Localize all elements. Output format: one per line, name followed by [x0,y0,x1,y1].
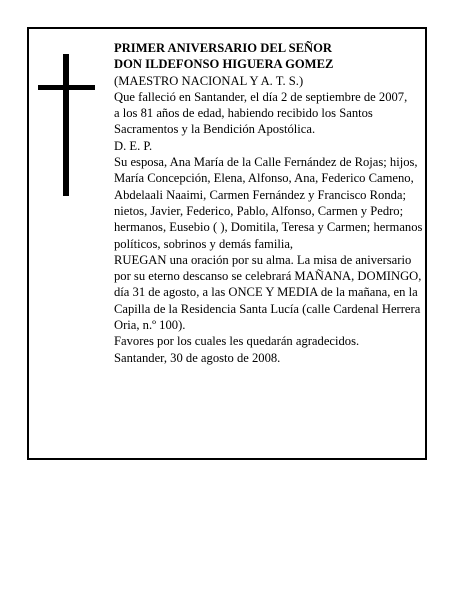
dep-abbreviation: D. E. P. [114,138,153,153]
notice-heading-line1: PRIMER ANIVERSARIO DEL SEÑOR [114,41,332,55]
thanks-text: Favores por los cuales les quedarán agradecidos. [114,334,360,349]
cross-icon-arm [38,85,95,90]
notice-heading-line2: DON ILDEFONSO HIGUERA GOMEZ [114,57,334,72]
deceased-title: (MAESTRO NACIONAL Y A. T. S.) [114,73,304,88]
mass-request: RUEGAN una oración por su alma. La misa de aniversario por su eterno descanso se celebrará MAÑANA, DOMINGO, día 31 de agosto, a las ONCE Y MEDIA de la mañana, en la Capilla de la Residencia Santa Lucía (calle Cardenal Herrera Oria, n.º 100). [114,252,422,333]
death-info: Que falleció en Santander, el día 2 de septiembre de 2007, [114,89,408,104]
age-info: a los 81 años de edad, habiendo recibido los Santos Sacramentos y la Bendición Apostólica. [114,106,373,137]
family-members: Su esposa, Ana María de la Calle Fernández de Rojas; hijos, María Concepción, Elena, Alfonso, Ana, Federico Cameno, Abdelaali Naaimi, Carmen Fernández y Francisco Ronda; nietos, Javier, Federico, Pablo, Alfonso, Carmen y Pedro; hermanos, Eusebio ( ), Domitila, Teresa y Carmen; hermanos políticos, sobrinos y demás familia, [114,155,423,251]
cross-icon [63,54,69,196]
obituary-text [114,40,426,366]
place-date: Santander, 30 de agosto de 2008. [114,350,281,365]
